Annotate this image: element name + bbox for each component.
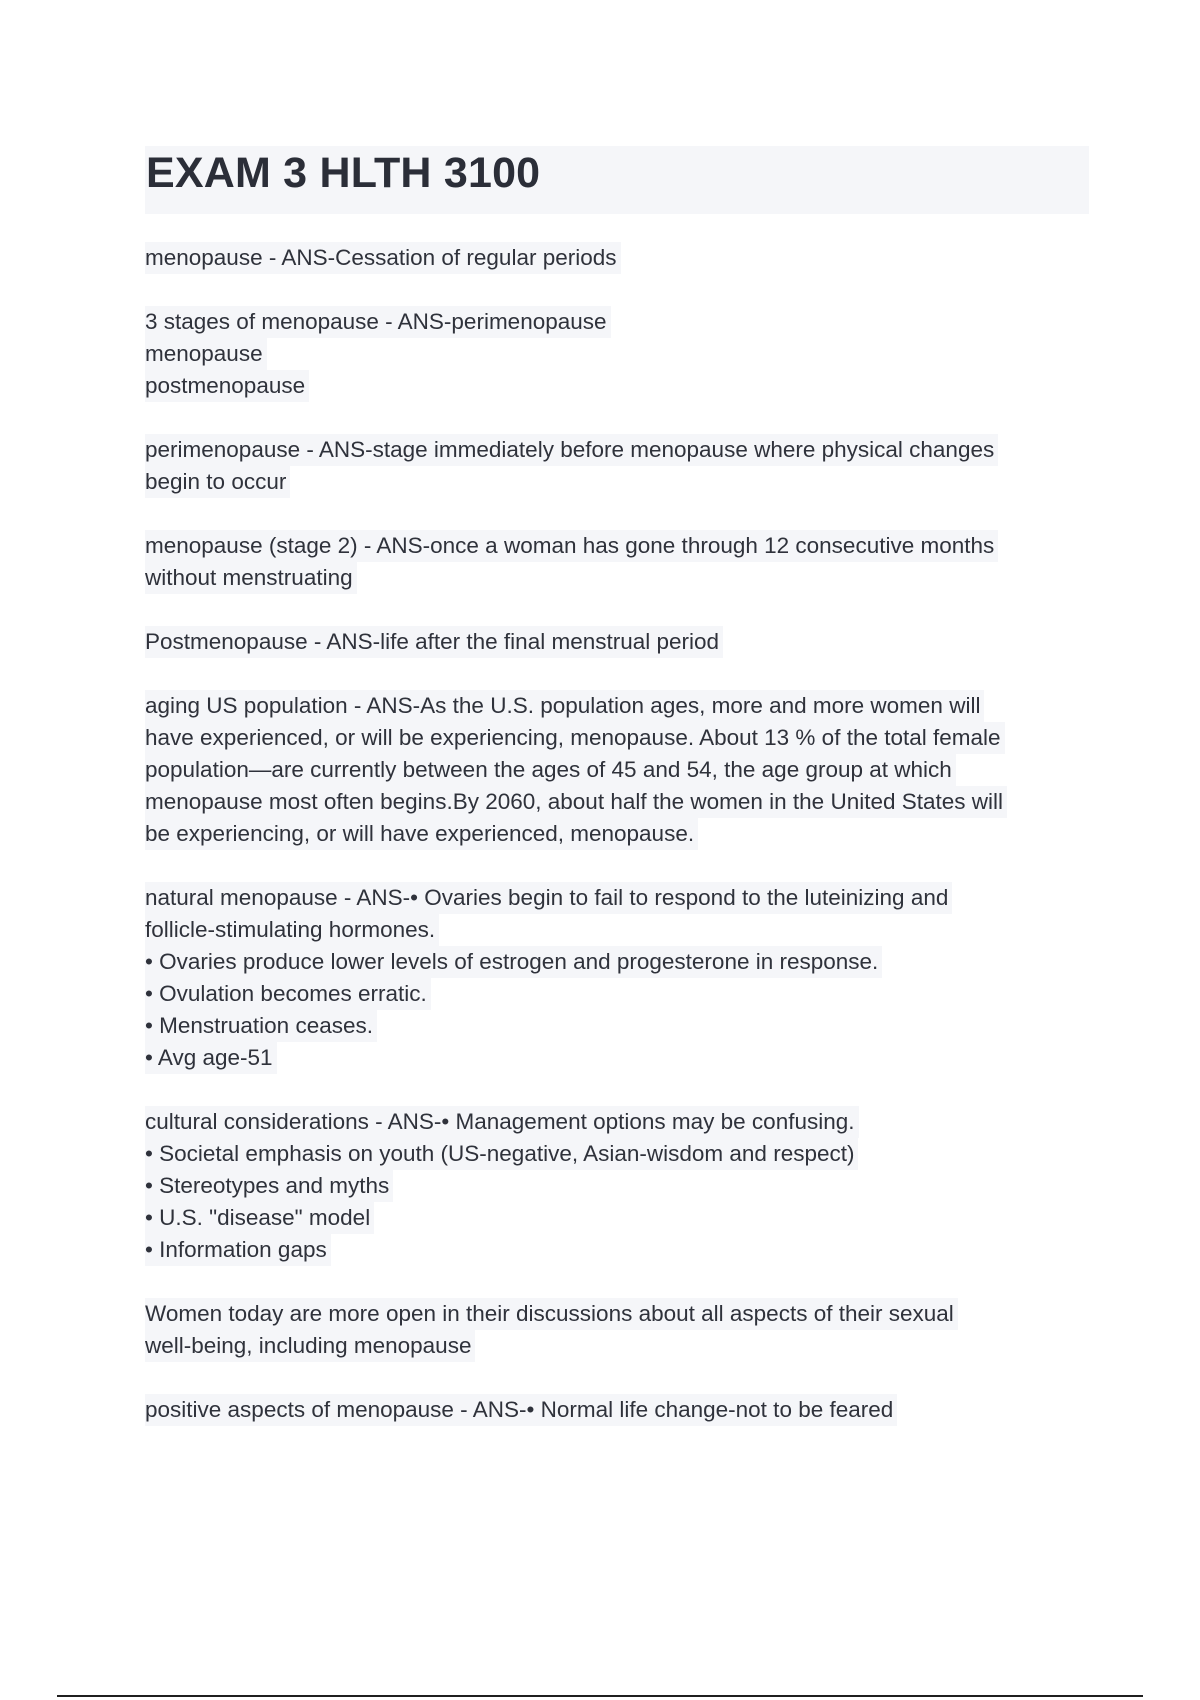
entry-line-text: have experienced, or will be experiencing, menopause. About 13 % of the total female: [145, 722, 1005, 754]
entry-line-text: • Avg age-51: [145, 1042, 277, 1074]
entry-line: [145, 722, 1085, 754]
entry-line: [145, 786, 1085, 818]
entry-line-text: follicle-stimulating hormones.: [145, 914, 439, 946]
entry-line-text: cultural considerations - ANS-• Management options may be confusing.: [145, 1106, 859, 1138]
entry-line-text: • Ovaries produce lower levels of estrogen and progesterone in response.: [145, 946, 882, 978]
flashcard-entry: [145, 882, 1085, 1074]
entry-line: [145, 1010, 1085, 1042]
entry-line: [145, 530, 1085, 562]
entry-line: [145, 914, 1085, 946]
entry-line-text: natural menopause - ANS-• Ovaries begin to fail to respond to the luteinizing and: [145, 882, 952, 914]
entry-line: [145, 946, 1085, 978]
entry-line-text: menopause - ANS-Cessation of regular periods: [145, 242, 621, 274]
entry-line-text: menopause: [145, 338, 267, 370]
entry-line-text: aging US population - ANS-As the U.S. population ages, more and more women will: [145, 690, 984, 722]
entry-line: [145, 466, 1085, 498]
flashcard-list: [145, 242, 1085, 1458]
entry-line-text: • Ovulation becomes erratic.: [145, 978, 431, 1010]
entry-line-text: • Societal emphasis on youth (US-negative, Asian-wisdom and respect): [145, 1138, 858, 1170]
flashcard-entry: [145, 1298, 1085, 1362]
entry-line: [145, 1234, 1085, 1266]
entry-line: [145, 434, 1085, 466]
entry-line: [145, 1106, 1085, 1138]
entry-line: [145, 1042, 1085, 1074]
entry-line: [145, 818, 1085, 850]
entry-line: [145, 754, 1085, 786]
entry-line: [145, 562, 1085, 594]
flashcard-entry: [145, 242, 1085, 274]
entry-line: [145, 1170, 1085, 1202]
entry-line: [145, 338, 1085, 370]
flashcard-entry: [145, 306, 1085, 402]
entry-line: [145, 690, 1085, 722]
entry-line: [145, 1298, 1085, 1330]
flashcard-entry: [145, 434, 1085, 498]
entry-line: [145, 1330, 1085, 1362]
entry-line-text: begin to occur: [145, 466, 290, 498]
entry-line-text: without menstruating: [145, 562, 357, 594]
entry-line-text: menopause most often begins.By 2060, about half the women in the United States will: [145, 786, 1007, 818]
entry-line-text: • Information gaps: [145, 1234, 331, 1266]
footer-divider: [57, 1695, 1143, 1697]
flashcard-entry: [145, 1394, 1085, 1426]
entry-line: [145, 1394, 1085, 1426]
flashcard-entry: [145, 530, 1085, 594]
entry-line-text: 3 stages of menopause - ANS-perimenopause: [145, 306, 611, 338]
entry-line-text: postmenopause: [145, 370, 309, 402]
entry-line-text: positive aspects of menopause - ANS-• Normal life change-not to be feared: [145, 1394, 897, 1426]
entry-line: [145, 978, 1085, 1010]
entry-line: [145, 1138, 1085, 1170]
entry-line-text: menopause (stage 2) - ANS-once a woman has gone through 12 consecutive months: [145, 530, 998, 562]
entry-line-text: • U.S. "disease" model: [145, 1202, 374, 1234]
entry-line-text: Postmenopause - ANS-life after the final menstrual period: [145, 626, 723, 658]
page-title: EXAM 3 HLTH 3100: [146, 149, 541, 197]
entry-line-text: be experiencing, or will have experienced, menopause.: [145, 818, 698, 850]
entry-line-text: population—are currently between the ages of 45 and 54, the age group at which: [145, 754, 956, 786]
flashcard-entry: [145, 690, 1085, 850]
entry-line: [145, 306, 1085, 338]
entry-line-text: • Stereotypes and myths: [145, 1170, 393, 1202]
entry-line: [145, 370, 1085, 402]
entry-line-text: well-being, including menopause: [145, 1330, 475, 1362]
entry-line-text: • Menstruation ceases.: [145, 1010, 377, 1042]
flashcard-entry: [145, 1106, 1085, 1266]
entry-line: [145, 882, 1085, 914]
entry-line: [145, 242, 1085, 274]
entry-line: [145, 626, 1085, 658]
entry-line-text: perimenopause - ANS-stage immediately before menopause where physical changes: [145, 434, 998, 466]
flashcard-entry: [145, 626, 1085, 658]
entry-line: [145, 1202, 1085, 1234]
entry-line-text: Women today are more open in their discussions about all aspects of their sexual: [145, 1298, 958, 1330]
